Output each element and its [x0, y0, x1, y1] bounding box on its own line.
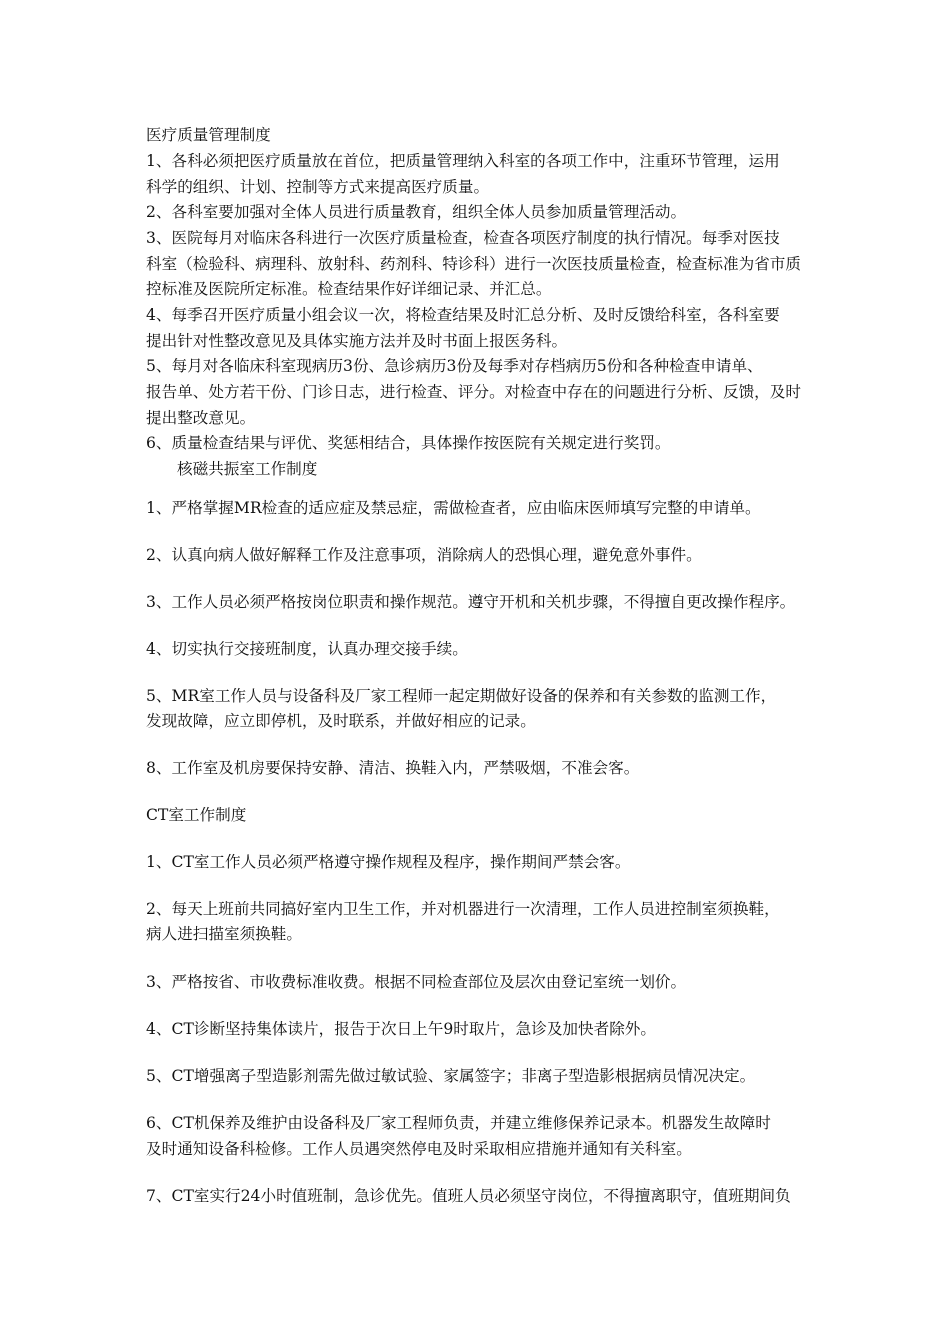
quality-item-line: 提出针对性整改意见及具体实施方法并及时书面上报医务科。	[146, 332, 568, 350]
ct-item-line: 6、CT机保养及维护由设备科及厂家工程师负责，并建立维修保养记录本。机器发生故障时	[146, 1114, 771, 1132]
quality-item-line: 6、质量检查结果与评优、奖惩相结合，具体操作按医院有关规定进行奖罚。	[146, 434, 671, 452]
mr-item-line: 3、工作人员必须严格按岗位职责和操作规范。遵守开机和关机步骤，不得擅自更改操作程序。	[146, 593, 796, 611]
ct-item-line: 1、CT室工作人员必须严格遵守操作规程及程序，操作期间严禁会客。	[146, 853, 631, 871]
quality-item-line: 1、各科必须把医疗质量放在首位，把质量管理纳入科室的各项工作中，注重环节管理，运用	[146, 152, 780, 170]
quality-item-line: 5、每月对各临床科室现病历3份、急诊病历3份及每季对存档病历5份和各种检查申请单、	[146, 357, 763, 375]
quality-item-line: 2、各科室要加强对全体人员进行质量教育，组织全体人员参加质量管理活动。	[146, 203, 687, 221]
ct-item-line: 病人进扫描室须换鞋。	[146, 925, 302, 943]
quality-item-line: 控标准及医院所定标准。检查结果作好详细记录、并汇总。	[146, 280, 552, 298]
mr-item-line: 4、切实执行交接班制度，认真办理交接手续。	[146, 640, 468, 658]
mr-item-line: 1、严格掌握MR检查的适应症及禁忌症，需做检查者，应由临床医师填写完整的申请单。	[146, 499, 761, 517]
quality-item-line: 3、医院每月对临床各科进行一次医疗质量检查，检查各项医疗制度的执行情况。每季对医技	[146, 229, 780, 247]
mr-item-line: 2、认真向病人做好解释工作及注意事项，消除病人的恐惧心理，避免意外事件。	[146, 546, 702, 564]
quality-item-line: 4、每季召开医疗质量小组会议一次，将检查结果及时汇总分析、及时反馈给科室，各科室要	[146, 306, 780, 324]
quality-item-line: 科学的组织、计划、控制等方式来提高医疗质量。	[146, 178, 490, 196]
quality-item-line: 报告单、处方若干份、门诊日志，进行检查、评分。对检查中存在的问题进行分析、反馈，及时	[146, 383, 801, 401]
mr-item-line: 8、工作室及机房要保持安静、清洁、换鞋入内，严禁吸烟，不准会客。	[146, 759, 640, 777]
mr-item-line: 5、MR室工作人员与设备科及厂家工程师一起定期做好设备的保养和有关参数的监测工作，	[146, 687, 777, 705]
quality-item-line: 科室（检验科、病理科、放射科、药剂科、特诊科）进行一次医技质量检查，检查标准为省市质	[146, 255, 801, 273]
ct-item-line: 及时通知设备科检修。工作人员遇突然停电及时采取相应措施并通知有关科室。	[146, 1140, 692, 1158]
ct-title: CT室工作制度	[146, 806, 247, 824]
mr-title: 核磁共振室工作制度	[177, 460, 318, 478]
ct-item-line: 3、严格按省、市收费标准收费。根据不同检查部位及层次由登记室统一划价。	[146, 973, 687, 991]
ct-item-line: 4、CT诊断坚持集体读片，报告于次日上午9时取片，急诊及加快者除外。	[146, 1020, 656, 1038]
ct-item-line: 2、每天上班前共同搞好室内卫生工作，并对机器进行一次清理，工作人员进控制室须换鞋，	[146, 900, 780, 918]
ct-item-line: 5、CT增强离子型造影剂需先做过敏试验、家属签字；非离子型造影根据病员情况决定。	[146, 1067, 756, 1085]
mr-item-line: 发现故障，应立即停机，及时联系，并做好相应的记录。	[146, 712, 536, 730]
quality-title: 医疗质量管理制度	[146, 126, 271, 144]
ct-item-line: 7、CT室实行24小时值班制，急诊优先。值班人员必须坚守岗位，不得擅离职守，值班期间负	[146, 1187, 791, 1205]
quality-item-line: 提出整改意见。	[146, 409, 256, 427]
